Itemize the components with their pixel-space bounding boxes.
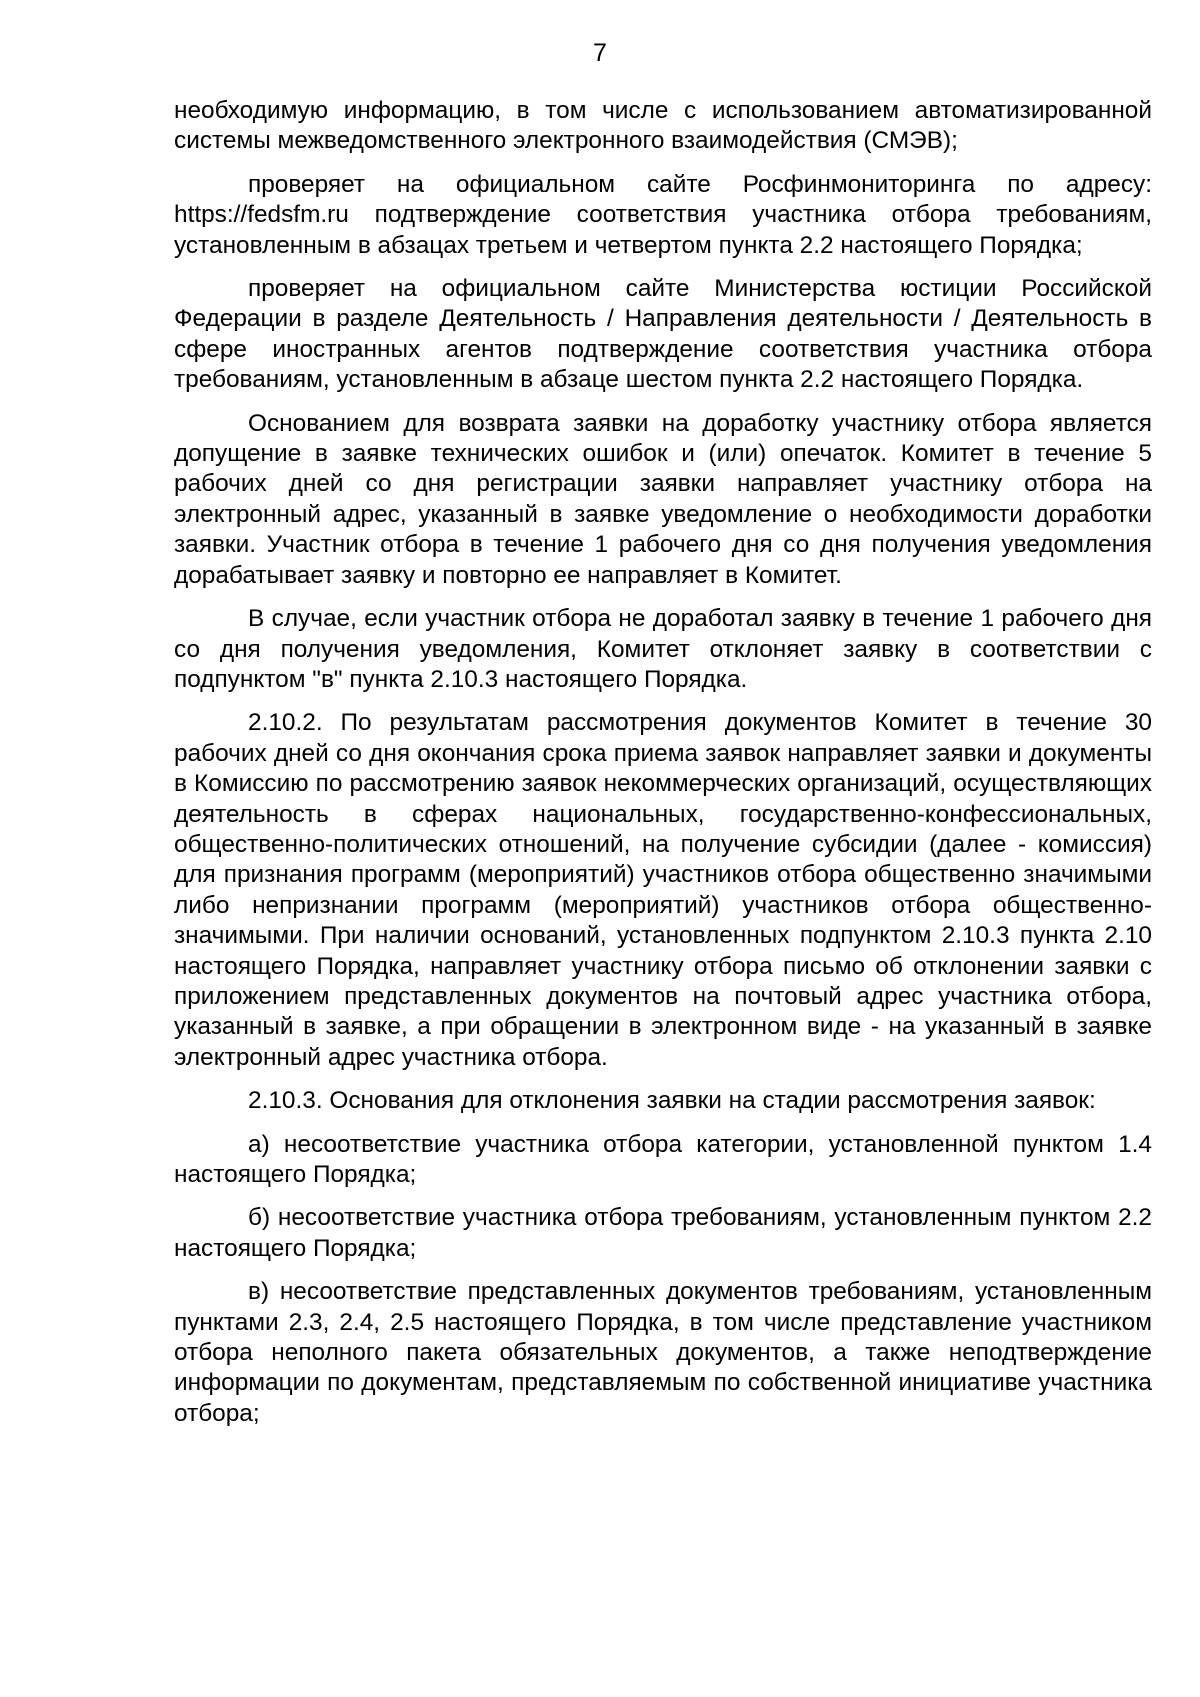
paragraph-return-grounds: Основанием для возврата заявки на доработку участнику отбора является допущение в заявке технических ошибок и (или) опечаток. Комитет в течение 5 рабочих дней со дня регистрации заявки направляет участнику отбора на электронный адрес, указанный в заявке уведомление о необходимости доработки заявки. Участник отбора в течение 1 рабочего дня со дня получения уведомления дорабатывает заявку и повторно ее направляет в Комитет.: [174, 409, 1152, 589]
paragraph-rosfinmonitoring-check: проверяет на официальном сайте Росфинмониторинга по адресу: https://fedsfm.ru подтверждение соответствия участника отбора требованиям, установленным в абзацах третьем и четвертом пункта 2.2 настоящего Порядка;: [174, 170, 1152, 259]
paragraph-minjust-check: проверяет на официальном сайте Министерства юстиции Российской Федерации в разделе Деятельность / Направления деятельности / Деятельность в сфере иностранных агентов подтверждение соответствия участника отбора требованиям, установленным в абзаце шестом пункта 2.2 настоящего Порядка.: [174, 275, 1152, 394]
paragraph-rejection-case: В случае, если участник отбора не доработал заявку в течение 1 рабочего дня со дня получения уведомления, Комитет отклоняет заявку в соответствии с подпунктом "в" пункта 2.10.3 настоящего Порядка.: [174, 605, 1152, 693]
list-item-a: а) несоответствие участника отбора категории, установленной пунктом 1.4 настоящего Порядка;: [174, 1130, 1152, 1188]
paragraph-2-10-2: 2.10.2. По результатам рассмотрения документов Комитет в течение 30 рабочих дней со дня окончания срока приема заявок направляет заявки и документы в Комиссию по рассмотрению заявок некоммерческих организаций, осуществляющих деятельность в сферах национальных, государственно-конфессиональных, общественно-политических отношений, на получение субсидии (далее - комиссия) для признания программ (мероприятий) участников отбора общественно значимыми либо непризнании программ (мероприятий) участников отбора общественно-значимыми. При наличии оснований, установленных подпунктом 2.10.3 пункта 2.10 настоящего Порядка, направляет участнику отбора письмо об отклонении заявки с приложением представленных документов на почтовый адрес участника отбора, указанный в заявке, а при обращении в электронном виде - на указанный в заявке электронный адрес участника отбора.: [174, 709, 1152, 1071]
paragraph-continuation: необходимую информацию, в том числе с использованием автоматизированной системы межведомственного электронного взаимодействия (СМЭВ);: [174, 97, 1152, 155]
page-number: 7: [593, 39, 607, 67]
list-item-v: в) несоответствие представленных документов требованиям, установленным пунктами 2.3, 2.4, 2.5 настоящего Порядка, в том числе представление участником отбора неполного пакета обязательных документов, а также неподтверждение информации по документам, представляемым по собственной инициативе участника отбора;: [174, 1278, 1152, 1427]
paragraph-2-10-3: 2.10.3. Основания для отклонения заявки на стадии рассмотрения заявок:: [248, 1087, 1096, 1115]
list-item-b: б) несоответствие участника отбора требованиям, установленным пунктом 2.2 настоящего Порядка;: [174, 1204, 1152, 1262]
document-body: [174, 96, 1152, 1442]
